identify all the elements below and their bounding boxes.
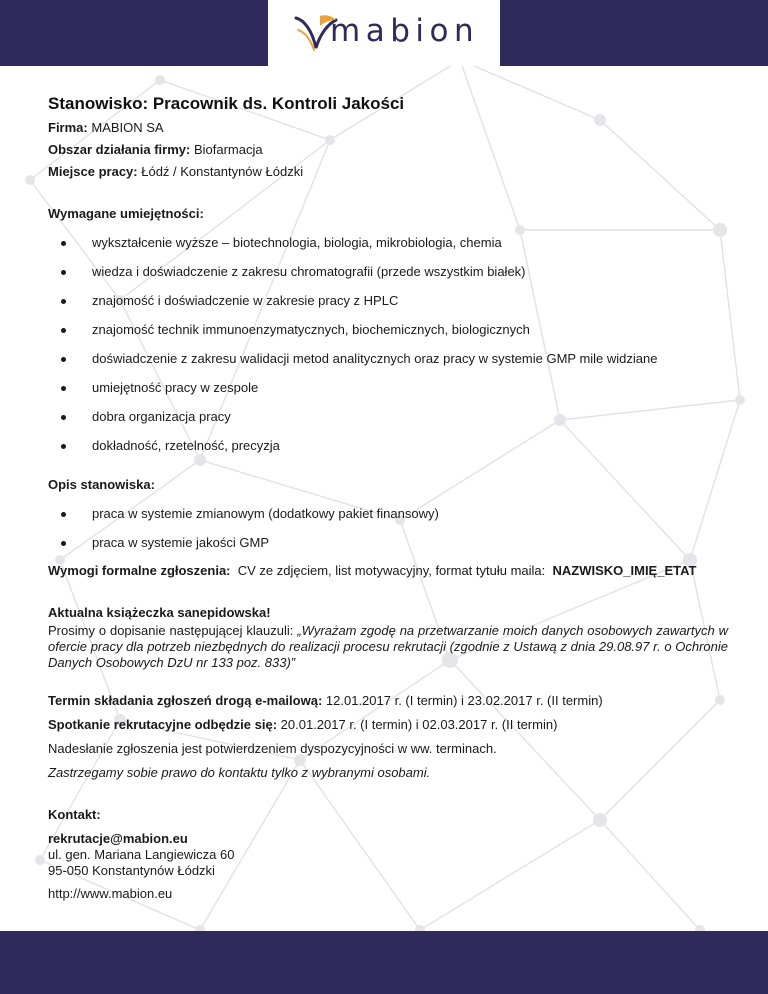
list-item: znajomość technik immunoenzymatycznych, biochemicznych, biologicznych	[48, 322, 728, 338]
place-value: Łódź / Konstantynów Łódzki	[141, 164, 304, 179]
company-row	[48, 120, 728, 136]
requirements-format: NAZWISKO_IMIĘ_ETAT	[552, 563, 697, 578]
meeting-row	[48, 717, 728, 733]
deadline-label: Termin składania zgłoszeń drogą e-mailową:	[48, 693, 323, 708]
contact-email-link[interactable]: rekrutacje@mabion.eu	[48, 831, 188, 846]
contact-street: ul. gen. Mariana Langiewicza 60	[48, 847, 235, 862]
job-posting	[48, 93, 728, 902]
deadline-value: 12.01.2017 r. (I termin) i 23.02.2017 r. (II termin)	[325, 693, 603, 708]
area-value: Biofarmacja	[193, 142, 263, 157]
clause-paragraph	[48, 623, 728, 671]
website-link[interactable]: http://www.mabion.eu	[48, 886, 173, 901]
footer-band	[0, 931, 768, 994]
description-heading: Opis stanowiska:	[48, 477, 155, 492]
list-item: wykształcenie wyższe – biotechnologia, biologia, mikrobiologia, chemia	[48, 235, 728, 251]
availability-note: Nadesłanie zgłoszenia jest potwierdzeniem dyspozycyjności w ww. terminach.	[48, 741, 497, 756]
list-item: praca w systemie jakości GMP	[48, 535, 728, 551]
area-row	[48, 142, 728, 158]
list-item: wiedza i doświadczenie z zakresu chromatografii (przede wszystkim białek)	[48, 264, 728, 280]
list-item: dobra organizacja pracy	[48, 409, 728, 425]
clause-text: „Wyrażam zgodę na przetwarzanie moich danych osobowych zawartych w ofercie pracy dla potrzeb niezbędnych do realizacji procesu rekrutacji (zgodnie z Ustawą z dnia 29.08.97 r. o Ochronie Danych Osobowych DzU nr 133 poz. 833)”	[48, 623, 729, 670]
page-title: Stanowisko: Pracownik ds. Kontroli Jakości	[48, 94, 405, 113]
list-item: praca w systemie zmianowym (dodatkowy pakiet finansowy)	[48, 506, 728, 522]
contact-city: 95-050 Konstantynów Łódzki	[48, 863, 215, 878]
place-label: Miejsce pracy:	[48, 164, 138, 179]
requirements-label: Wymogi formalne zgłoszenia:	[48, 563, 231, 578]
list-item: umiejętność pracy w zespole	[48, 380, 728, 396]
clause-intro: Prosimy o dopisanie następującej klauzuli:	[48, 623, 298, 638]
contact-heading: Kontakt:	[48, 807, 101, 822]
place-row	[48, 164, 728, 180]
list-item: doświadczenie z zakresu walidacji metod analitycznych oraz pracy w systemie GMP mile widziane	[48, 351, 728, 367]
company-value: MABION SA	[91, 120, 164, 135]
deadline-row	[48, 693, 728, 709]
reserve-note: Zastrzegamy sobie prawo do kontaktu tylko z wybranymi osobami.	[48, 765, 431, 780]
description-list	[48, 506, 728, 551]
requirements-row	[48, 563, 728, 579]
list-item: dokładność, rzetelność, precyzja	[48, 438, 728, 454]
logo	[268, 0, 500, 66]
meeting-value: 20.01.2017 r. (I termin) i 02.03.2017 r. (II termin)	[280, 717, 558, 732]
area-label: Obszar działania firmy:	[48, 142, 191, 157]
logo-text: mabion	[330, 13, 480, 49]
requirements-text: CV ze zdjęciem, list motywacyjny, format tytułu maila:	[237, 563, 546, 578]
skills-heading: Wymagane umiejętności:	[48, 206, 204, 221]
sanitary-heading: Aktualna książeczka sanepidowska!	[48, 605, 271, 620]
company-label: Firma:	[48, 120, 88, 135]
meeting-label: Spotkanie rekrutacyjne odbędzie się:	[48, 717, 278, 732]
skills-list	[48, 235, 728, 454]
list-item: znajomość i doświadczenie w zakresie pracy z HPLC	[48, 293, 728, 309]
